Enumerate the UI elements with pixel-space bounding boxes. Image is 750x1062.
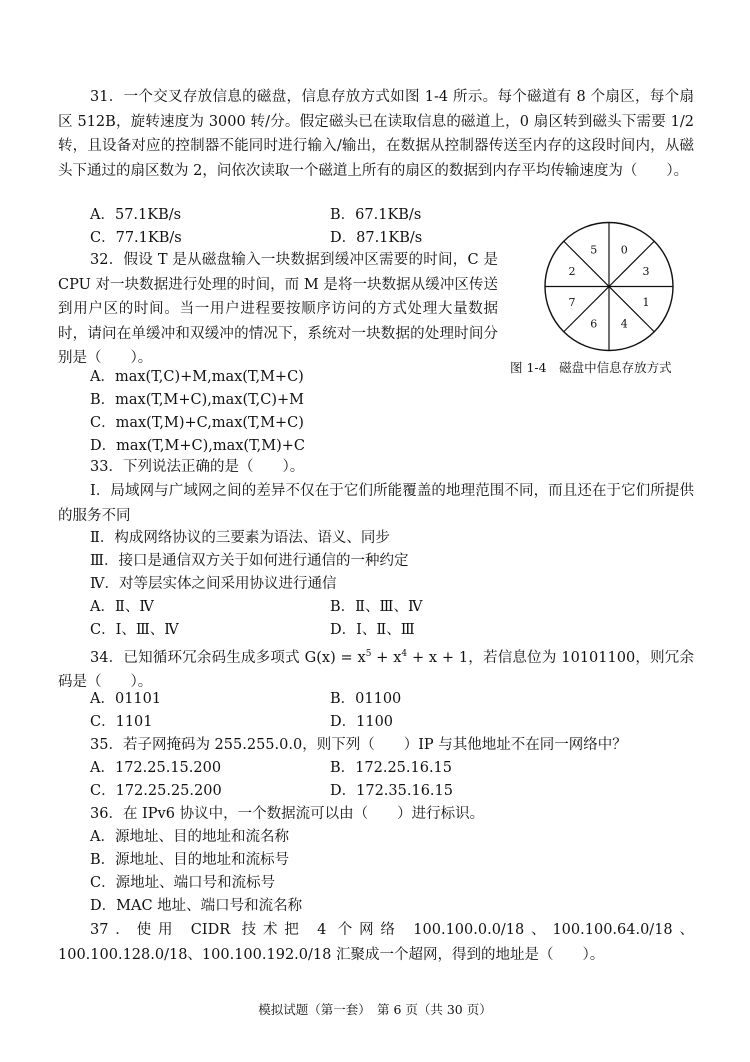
- q34-text-part: + x: [371, 649, 402, 666]
- q33-option-c: C．Ⅰ、Ⅲ、Ⅳ: [90, 622, 179, 638]
- q36-option-a: A．源地址、目的地址和流名称: [90, 829, 289, 845]
- q31-option-a: A．57.1KB/s: [90, 207, 182, 223]
- sector-label: 0: [620, 243, 628, 257]
- q33-option-d: D．Ⅰ、Ⅱ、Ⅲ: [330, 622, 415, 638]
- q34-exponent-5: 5: [365, 649, 372, 659]
- q31-option-b: B．67.1KB/s: [330, 207, 422, 223]
- question-37-text: 37．使用 CIDR 技术把 4 个网络 100.100.0.0/18、100.100.64.0/18、100.100.128.0/18、100.100.192.0/18 汇聚成一个超网，得到的地址是（ ）。: [58, 922, 694, 963]
- q34-text-part: 34．已知循环冗余码生成多项式 G(x) = x: [90, 649, 366, 666]
- q36-option-d: D．MAC 地址、端口号和流名称: [90, 898, 303, 914]
- q33-option-b: B．Ⅱ、Ⅲ、Ⅳ: [330, 599, 423, 615]
- q33-statement-3: Ⅲ．接口是通信双方关于如何进行通信的一种约定: [90, 553, 409, 569]
- question-34-text: [58, 642, 694, 695]
- question-36-text: 36．在 IPv6 协议中，一个数据流可以由（ ）进行标识。: [90, 806, 485, 822]
- q35-option-d: D．172.35.16.15: [330, 783, 453, 799]
- sector-label: 3: [642, 265, 650, 279]
- sector-dividers: [545, 223, 673, 351]
- sector-label: 4: [620, 317, 628, 331]
- q32-option-a: A．max(T,C)+M,max(T,M+C): [90, 369, 304, 385]
- sector-label: 5: [590, 243, 598, 257]
- q34-exponent-4: 4: [401, 649, 408, 659]
- q31-option-c: C．77.1KB/s: [90, 230, 182, 246]
- q34-option-d: D．1100: [330, 714, 394, 730]
- q33-statement-4: Ⅳ．对等层实体之间采用协议进行通信: [90, 576, 337, 592]
- figure-caption: 图 1-4 磁盘中信息存放方式: [510, 360, 672, 375]
- q32-option-b: B．max(T,M+C),max(T,C)+M: [90, 392, 305, 408]
- q32-option-c: C．max(T,M)+C,max(T,M+C): [90, 415, 304, 431]
- q34-option-b: B．01100: [330, 691, 402, 707]
- q31-option-d: D．87.1KB/s: [330, 230, 423, 246]
- q33-statement-1: Ⅰ．局域网与广域网之间的差异不仅在于它们所能覆盖的地理范围不同，而且还在于它们所提供的服务不同: [58, 483, 694, 524]
- q34-option-a: A．01101: [90, 691, 162, 707]
- q33-option-a: A．Ⅱ、Ⅳ: [90, 599, 154, 615]
- sector-label: 7: [568, 295, 576, 309]
- page-footer: 模拟试题（第一套） 第 6 页（共 30 页）: [258, 1002, 492, 1017]
- sector-label: 6: [590, 317, 598, 331]
- q32-option-d: D．max(T,M+C),max(T,M)+C: [90, 438, 305, 454]
- question-32-text: 32．假设 T 是从磁盘输入一块数据到缓冲区需要的时间，C 是 CPU 对一块数据进行处理的时间，而 M 是将一块数据从缓冲区传送到用户区的时间。当一用户进程要按顺序访问的方式处理大量数据时，请问在单缓冲和双缓冲的情况下，系统对一块数据的处理时间分别是（ ）。: [58, 252, 498, 366]
- q34-option-c: C．1101: [90, 714, 153, 730]
- sector-label: 2: [568, 265, 576, 279]
- question-35-text: 35．若子网掩码为 255.255.0.0，则下列（ ）IP 与其他地址不在同一网络中？: [90, 737, 627, 753]
- q34-text-part: + x + 1，若信息位为 10101100，则冗余码是（ ）。: [58, 649, 694, 691]
- question-33-text: 33．下列说法正确的是（ ）。: [90, 459, 305, 475]
- q36-option-b: B．源地址、目的地址和流标号: [90, 852, 290, 868]
- q35-option-b: B．172.25.16.15: [330, 760, 453, 776]
- q33-statement-2: Ⅱ．构成网络协议的三要素为语法、语义、同步: [90, 530, 390, 546]
- disk-sector-diagram: [530, 220, 688, 353]
- q36-option-c: C．源地址、端口号和流标号: [90, 875, 276, 891]
- question-31-text: 31．一个交叉存放信息的磁盘，信息存放方式如图 1-4 所示。每个磁道有 8 个扇区，每个扇区 512B，旋转速度为 3000 转/分。假定磁头已在读取信息的磁道上，0 扇区转到磁头下需要 1/2 转，且设备对应的控制器不能同时进行输入/输出，在数据从控制器传送至内存的这段时间内，从磁头下通过的扇区数为 2，问依次读取一个磁道上所有的扇区的数据到内存平均传输速度为（ ）。: [58, 89, 694, 179]
- sector-label: 1: [642, 295, 650, 309]
- q35-option-a: A．172.25.15.200: [90, 760, 222, 776]
- q35-option-c: C．172.25.25.200: [90, 783, 222, 799]
